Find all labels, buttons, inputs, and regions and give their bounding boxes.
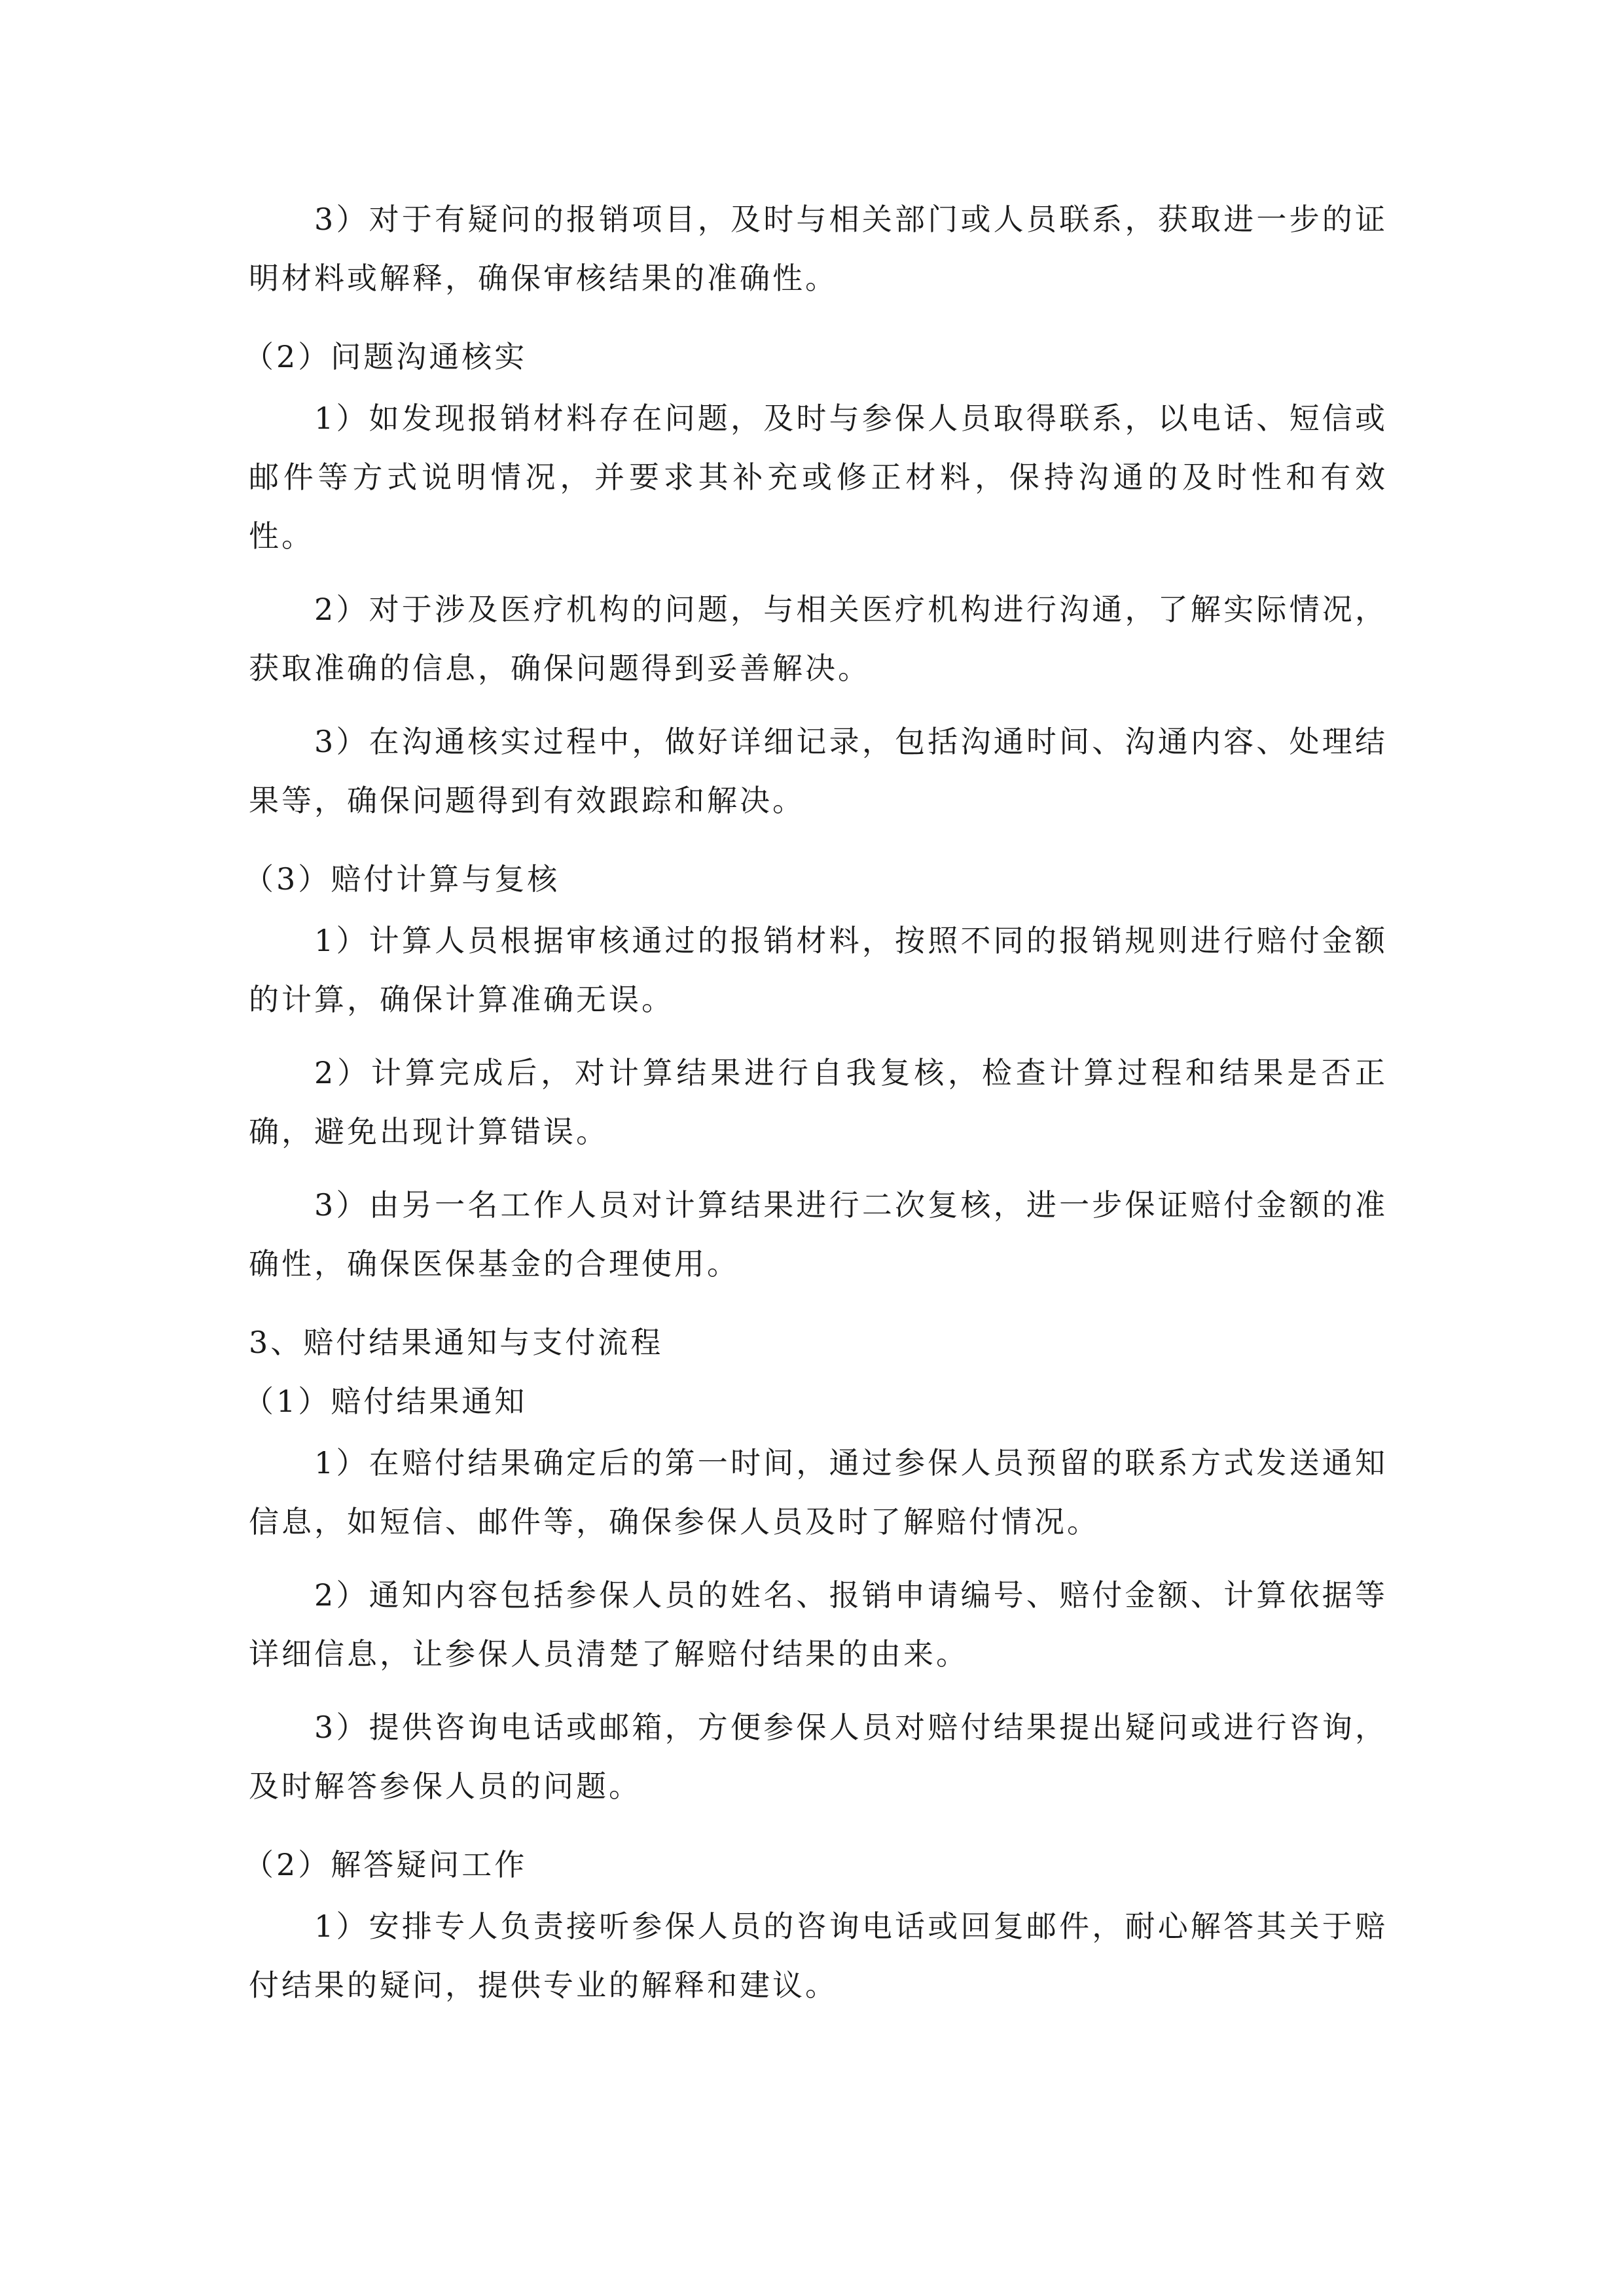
subheading-result-notification: （1）赔付结果通知 <box>244 1384 528 1419</box>
paragraph-communication-item-3: 3）在沟通核实过程中，做好详细记录，包括沟通时间、沟通内容、处理结果等，确保问题得到有效跟踪和解决。 <box>249 724 1388 818</box>
subheading-answer-questions: （2）解答疑问工作 <box>244 1847 528 1882</box>
subheading-communication-verification: （2）问题沟通核实 <box>244 339 528 374</box>
paragraph-calculation-item-2: 2）计算完成后，对计算结果进行自我复核，检查计算过程和结果是否正确，避免出现计算错误。 <box>249 1055 1388 1149</box>
paragraph-notification-item-2: 2）通知内容包括参保人员的姓名、报销申请编号、赔付金额、计算依据等详细信息，让参保人员清楚了解赔付结果的由来。 <box>249 1577 1388 1672</box>
paragraph-calculation-item-3: 3）由另一名工作人员对计算结果进行二次复核，进一步保证赔付金额的准确性，确保医保基金的合理使用。 <box>249 1187 1388 1282</box>
paragraph-communication-item-1: 1）如发现报销材料存在问题，及时与参保人员取得联系，以电话、短信或邮件等方式说明情况，并要求其补充或修正材料，保持沟通的及时性和有效性。 <box>249 401 1388 554</box>
paragraph-calculation-item-1: 1）计算人员根据审核通过的报销材料，按照不同的报销规则进行赔付金额的计算，确保计算准确无误。 <box>249 923 1388 1017</box>
subheading-calculation-review: （3）赔付计算与复核 <box>244 861 560 897</box>
paragraph-review-item-3: 3）对于有疑问的报销项目，及时与相关部门或人员联系，获取进一步的证明材料或解释，确保审核结果的准确性。 <box>249 202 1388 296</box>
paragraph-communication-item-2: 2）对于涉及医疗机构的问题，与相关医疗机构进行沟通，了解实际情况，获取准确的信息，确保问题得到妥善解决。 <box>249 592 1388 686</box>
paragraph-notification-item-1: 1）在赔付结果确定后的第一时间，通过参保人员预留的联系方式发送通知信息，如短信、邮件等，确保参保人员及时了解赔付情况。 <box>249 1445 1388 1539</box>
paragraph-notification-item-3: 3）提供咨询电话或邮箱，方便参保人员对赔付结果提出疑问或进行咨询，及时解答参保人员的问题。 <box>249 1710 1388 1804</box>
section-heading-result-payment: 3、赔付结果通知与支付流程 <box>249 1325 664 1360</box>
document-body <box>244 190 1388 2015</box>
paragraph-answer-item-1: 1）安排专人负责接听参保人员的咨询电话或回复邮件，耐心解答其关于赔付结果的疑问，提供专业的解释和建议。 <box>249 1909 1388 2003</box>
